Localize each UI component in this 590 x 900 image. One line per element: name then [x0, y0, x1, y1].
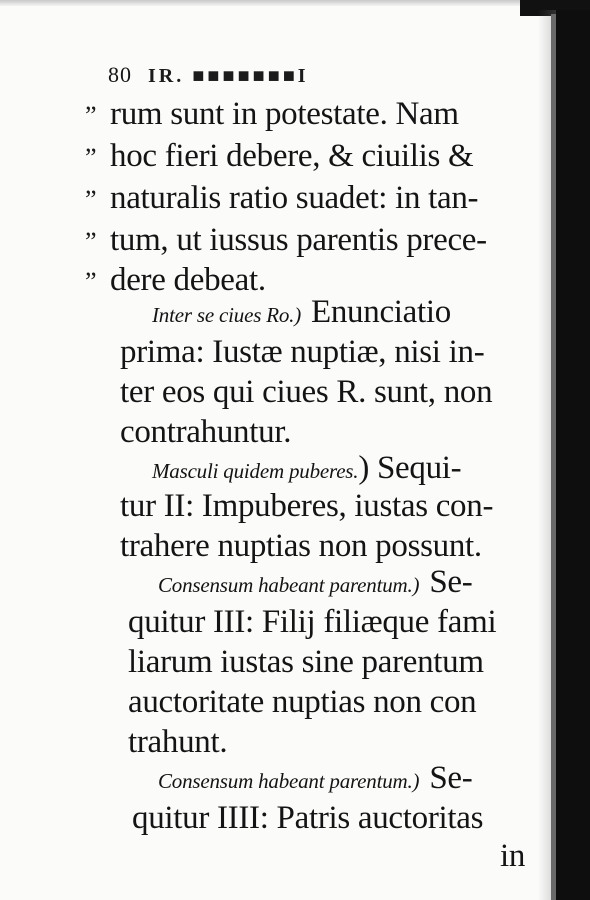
- commentary-line: liarum iustas sine parentum: [128, 644, 484, 680]
- page-number: 80: [108, 62, 132, 87]
- text-line: rum sunt in potestate. Nam: [110, 96, 459, 132]
- quote-mark: ”: [85, 227, 97, 256]
- lemma: Inter se ciues Ro.): [152, 303, 301, 327]
- commentary-line: [152, 448, 461, 491]
- quote-mark: ”: [85, 267, 97, 296]
- commentary-line: prima: Iustæ nuptiæ, nisi in-: [120, 334, 485, 370]
- commentary-line: auctoritate nuptias non con: [128, 684, 477, 720]
- commentary-line: tur II: Impuberes, iustas con-: [120, 488, 494, 524]
- quote-mark: ”: [85, 185, 97, 214]
- commentary-line: trahunt.: [128, 724, 228, 760]
- lemma: Consensum habeant parentum.): [158, 769, 420, 793]
- text-line: dere debeat.: [110, 262, 266, 298]
- commentary-line: contrahuntur.: [120, 414, 292, 450]
- quote-mark: ”: [85, 101, 97, 130]
- scan-border: [556, 10, 590, 900]
- page-header: [108, 62, 309, 90]
- lemma: Consensum habeant parentum.): [158, 573, 420, 597]
- running-head: IR. ■■■■■■■I: [148, 65, 309, 87]
- text-line: tum, ut iussus parentis prece-: [110, 222, 487, 258]
- page-top-edge: [0, 0, 590, 6]
- commentary-line: [158, 758, 472, 801]
- commentary-line: quitur IIII: Patris auctoritas: [132, 800, 484, 836]
- commentary-line: ter eos qui ciues R. sunt, non: [120, 374, 493, 410]
- commentary-line: quitur III: Filij filiæque fami: [128, 604, 497, 640]
- text-line: naturalis ratio suadet: in tan-: [110, 180, 479, 216]
- commentary-line: [152, 292, 451, 335]
- commentary-text: ) Sequi-: [358, 450, 462, 486]
- commentary-line: [158, 562, 472, 605]
- commentary-text: Se-: [429, 760, 473, 796]
- lemma: Masculi quidem puberes.: [152, 459, 359, 483]
- quote-mark: ”: [85, 143, 97, 172]
- commentary-line: trahere nuptias non possunt.: [120, 528, 482, 564]
- text-line: hoc fieri debere, & ciuilis &: [110, 138, 474, 174]
- catchword: in: [500, 838, 526, 874]
- commentary-text: Se-: [429, 564, 473, 600]
- commentary-text: Enunciatio: [310, 294, 451, 330]
